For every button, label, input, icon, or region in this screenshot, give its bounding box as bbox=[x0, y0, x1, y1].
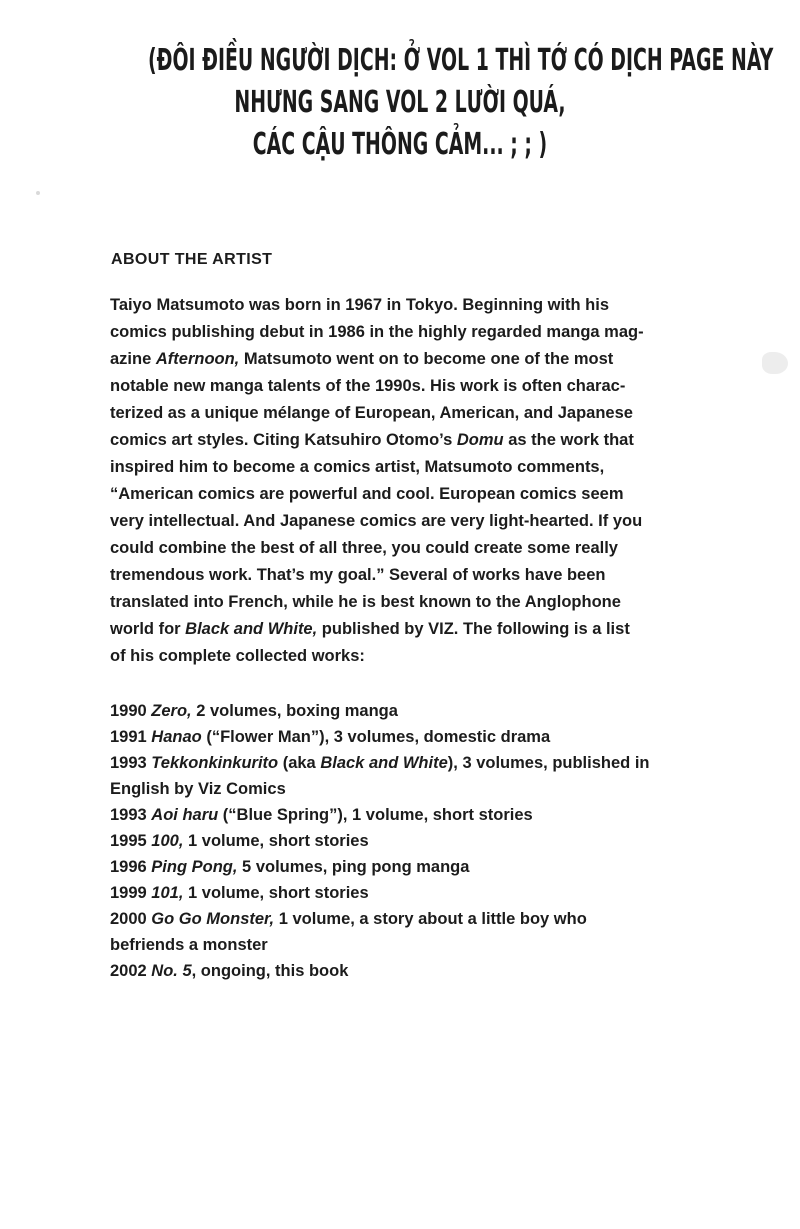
text-segment: world for bbox=[110, 620, 186, 638]
text-line bbox=[110, 802, 649, 828]
text-segment: 2000 bbox=[110, 910, 152, 928]
text-segment: Black and White, bbox=[185, 620, 318, 638]
text-segment: 1 volume, a story about a little boy who bbox=[274, 910, 587, 928]
text-segment: 2 volumes, boxing manga bbox=[191, 702, 398, 720]
text-segment: (“Blue Spring”), 1 volume, short stories bbox=[218, 806, 533, 824]
text-segment: (“Flower Man”), 3 volumes, domestic drama bbox=[201, 728, 551, 746]
text-segment: 1993 bbox=[110, 806, 152, 824]
text-segment: ), 3 volumes, published in bbox=[447, 754, 650, 772]
text-segment: could combine the best of all three, you could create some really bbox=[110, 539, 618, 557]
text-line bbox=[148, 40, 774, 82]
text-segment: Tekkonkinkurito bbox=[151, 754, 279, 772]
text-segment: 1996 bbox=[110, 858, 152, 876]
text-segment: befriends a monster bbox=[110, 936, 268, 954]
text-line bbox=[110, 400, 644, 427]
text-segment: inspired him to become a comics artist, Matsumoto comments, bbox=[110, 458, 605, 476]
text-segment: Hanao bbox=[151, 728, 202, 746]
text-segment: CÁC CẬU THÔNG CẢM... ; ; ) bbox=[252, 127, 548, 162]
text-line bbox=[110, 562, 644, 589]
text-segment: 101, bbox=[151, 884, 184, 902]
text-segment: Go Go Monster, bbox=[151, 910, 275, 928]
text-segment: , ongoing, this book bbox=[191, 962, 349, 980]
text-segment: (aka bbox=[278, 754, 321, 772]
artist-bio-paragraph bbox=[110, 292, 644, 670]
text-line bbox=[110, 880, 649, 906]
text-line bbox=[110, 698, 649, 724]
text-line bbox=[148, 124, 652, 166]
text-segment: Ping Pong, bbox=[151, 858, 238, 876]
text-segment: as the work that bbox=[503, 431, 634, 449]
text-line bbox=[110, 427, 644, 454]
text-segment: very intellectual. And Japanese comics are very light-hearted. If you bbox=[110, 512, 643, 530]
text-segment: English by Viz Comics bbox=[110, 780, 286, 798]
text-segment: 5 volumes, ping pong manga bbox=[237, 858, 470, 876]
text-line bbox=[110, 906, 649, 932]
text-line bbox=[110, 589, 644, 616]
text-segment: 2002 bbox=[110, 962, 152, 980]
text-line bbox=[110, 319, 644, 346]
text-line bbox=[110, 292, 644, 319]
scan-speck bbox=[36, 191, 40, 195]
text-segment: tremendous work. That’s my goal.” Several of works have been bbox=[110, 566, 606, 584]
text-line bbox=[110, 958, 649, 984]
text-line bbox=[110, 750, 649, 776]
text-segment: 1990 bbox=[110, 702, 152, 720]
text-segment: Matsumoto went on to become one of the most bbox=[239, 350, 614, 368]
about-the-artist-heading: ABOUT THE ARTIST bbox=[111, 250, 273, 268]
text-line bbox=[110, 616, 644, 643]
text-segment: Zero, bbox=[151, 702, 192, 720]
scan-smudge bbox=[762, 352, 788, 374]
text-segment: 1993 bbox=[110, 754, 152, 772]
text-segment: notable new manga talents of the 1990s. His work is often charac- bbox=[110, 377, 626, 395]
text-line bbox=[110, 373, 644, 400]
text-segment: translated into French, while he is best known to the Anglophone bbox=[110, 593, 621, 611]
translator-note bbox=[0, 40, 800, 166]
text-line bbox=[110, 643, 644, 670]
works-list bbox=[110, 698, 649, 984]
text-segment: Afternoon, bbox=[155, 350, 240, 368]
text-segment: terized as a unique mélange of European, American, and Japanese bbox=[110, 404, 633, 422]
text-segment: published by VIZ. The following is a list bbox=[317, 620, 630, 638]
text-line bbox=[110, 508, 644, 535]
text-line bbox=[110, 535, 644, 562]
text-line bbox=[148, 82, 652, 124]
text-line bbox=[110, 481, 644, 508]
text-line bbox=[110, 854, 649, 880]
text-segment: NHƯNG SANG VOL 2 LƯỜI QUÁ, bbox=[234, 85, 566, 120]
text-segment: azine bbox=[110, 350, 156, 368]
text-segment: 1999 bbox=[110, 884, 152, 902]
text-line bbox=[110, 776, 649, 802]
text-segment: (ĐÔI ĐIỀU NGƯỜI DỊCH: Ở VOL 1 THÌ TỚ CÓ DỊCH PAGE NÀY bbox=[148, 43, 774, 78]
text-line bbox=[110, 724, 649, 750]
text-segment: 1 volume, short stories bbox=[183, 832, 369, 850]
text-segment: comics publishing debut in 1986 in the highly regarded manga mag- bbox=[110, 323, 644, 341]
text-segment: 100, bbox=[151, 832, 184, 850]
text-segment: of his complete collected works: bbox=[110, 647, 365, 665]
text-segment: 1995 bbox=[110, 832, 152, 850]
text-line bbox=[110, 346, 644, 373]
text-segment: Black and White bbox=[320, 754, 448, 772]
text-segment: 1991 bbox=[110, 728, 152, 746]
text-segment: Taiyo Matsumoto was born in 1967 in Tokyo. Beginning with his bbox=[110, 296, 610, 314]
text-segment: “American comics are powerful and cool. European comics seem bbox=[110, 485, 624, 503]
text-line bbox=[110, 454, 644, 481]
text-segment: Aoi haru bbox=[151, 806, 219, 824]
text-line bbox=[110, 828, 649, 854]
text-segment: No. 5 bbox=[151, 962, 192, 980]
text-line bbox=[110, 932, 649, 958]
text-segment: Domu bbox=[456, 431, 504, 449]
text-segment: 1 volume, short stories bbox=[183, 884, 369, 902]
text-segment: comics art styles. Citing Katsuhiro Otomo’s bbox=[110, 431, 457, 449]
